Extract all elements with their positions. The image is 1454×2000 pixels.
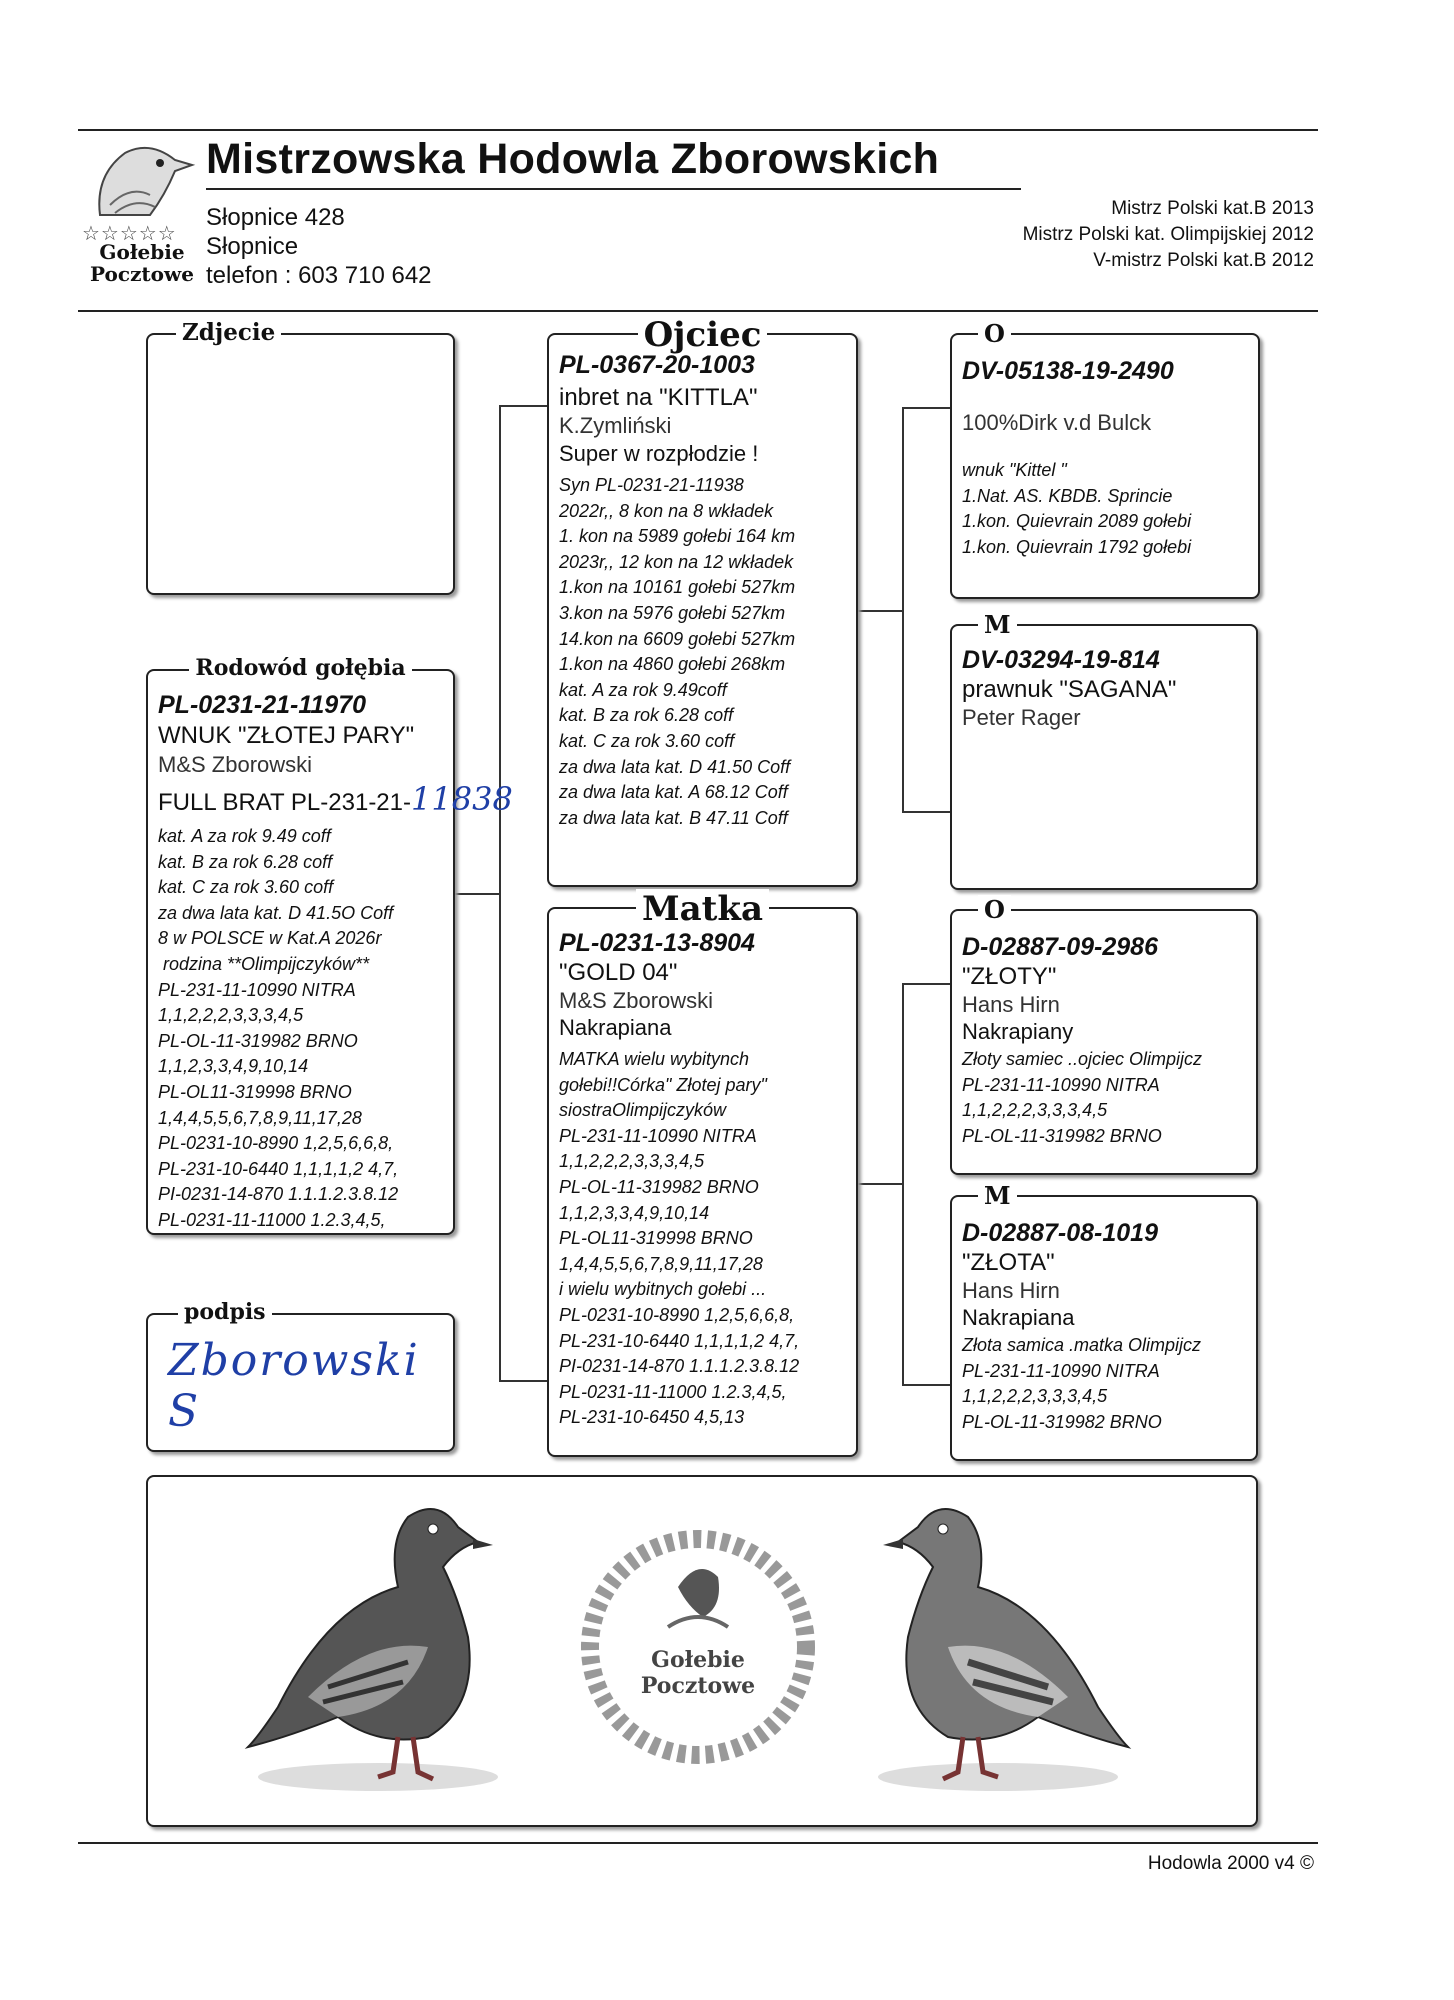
note-line: 8 w POLSCE w Kat.A 2026r (158, 928, 382, 949)
signature-box (146, 1299, 455, 1452)
logo-text-line1: Gołebie (99, 240, 185, 264)
note-line: PL-231-11-10990 NITRA (962, 1360, 1160, 1381)
emblem-text-line1: Gołebie (651, 1647, 745, 1673)
photo-box (146, 319, 455, 595)
note-line: Złoty samiec ..ojciec Olimpijcz (962, 1049, 1203, 1069)
connector-mother-out (854, 1183, 904, 1185)
grandmother-maternal-box (950, 1181, 1258, 1461)
note-line: 3.kon na 5976 gołebi 527km (559, 602, 786, 623)
mm-name: "ZŁOTA" (962, 1249, 1055, 1276)
note-line: PL-OL-11-319982 BRNO (962, 1411, 1162, 1432)
connector-to-father (499, 405, 547, 407)
grandfather-paternal-title: O (978, 319, 1258, 348)
mf-name: "ZŁOTY" (962, 963, 1057, 990)
note-line: 1.kon. Quievrain 1792 gołebi (962, 536, 1192, 557)
note-line: 1.kon na 4860 gołebi 268km (559, 654, 786, 675)
note-line: PL-0231-10-8990 1,2,5,6,6,8, (559, 1304, 795, 1325)
note-line: 1,4,4,5,5,6,7,8,9,11,17,28 (559, 1253, 763, 1274)
photo-box-title: Zdjecie (176, 319, 453, 346)
note-line: wnuk "Kittel " (962, 460, 1067, 480)
mm-breeder: Hans Hirn (962, 1278, 1060, 1303)
fm-breeder: Peter Rager (962, 705, 1081, 730)
mf-notes (962, 1047, 1250, 1149)
note-line: i wielu wybitnych gołebi ... (559, 1279, 767, 1300)
note-line: MATKA wielu wybitynch (559, 1049, 750, 1069)
note-line: PL-OL-11-319982 BRNO (962, 1125, 1162, 1146)
connector-mother-vertical (902, 983, 904, 1386)
father-name: inbret na "KITTLA" (559, 384, 758, 411)
note-line: Syn PL-0231-21-11938 (559, 475, 744, 495)
note-line: PL-231-11-10990 NITRA (158, 979, 356, 1000)
pigeon-full-brat (158, 780, 513, 818)
note-line: 1. kon na 5989 gołebi 164 km (559, 526, 796, 547)
note-line: kat. C za rok 3.60 coff (559, 730, 735, 751)
note-line: PL-OL11-319998 BRNO (559, 1228, 753, 1249)
note-line: PL-231-11-10990 NITRA (559, 1125, 757, 1146)
father-box (547, 315, 858, 887)
note-line: 1,1,2,2,2,3,3,3,4,5 (158, 1005, 304, 1026)
note-line: siostraOlimpijczyków (559, 1100, 727, 1121)
note-line: gołebi!!Córka" Złotej pary" (559, 1074, 767, 1095)
note-line: PL-0231-11-11000 1.2.3,4,5, (559, 1381, 787, 1402)
grandfather-maternal-title: O (978, 895, 1256, 924)
pigeon-head-icon (80, 135, 200, 225)
note-line: PL-231-10-6440 1,1,1,1,2 4,7, (559, 1330, 800, 1351)
note-line: za dwa lata kat. A 68.12 Coff (559, 782, 788, 803)
father-box-title: Ojciec (549, 315, 856, 355)
pigeon-right-icon (848, 1487, 1148, 1807)
footer-text: Hodowla 2000 v4 © (1147, 1853, 1314, 1874)
phone-number: telefon : 603 710 642 (206, 262, 432, 289)
pigeon-notes (158, 824, 447, 1234)
note-line: kat. A za rok 9.49 coff (158, 826, 331, 846)
note-line: kat. B za rok 6.28 coff (158, 851, 333, 872)
note-line: PL-OL11-319998 BRNO (158, 1081, 352, 1102)
mm-color: Nakrapiana (962, 1305, 1075, 1330)
full-brat-text: FULL BRAT PL-231-21- (158, 789, 411, 816)
connector-father-vertical (902, 407, 904, 813)
note-line: PL-231-10-6440 1,1,1,1,2 4,7, (158, 1158, 399, 1179)
connector-to-mother (499, 1380, 547, 1382)
grandmother-paternal-box (950, 610, 1258, 890)
note-line: za dwa lata kat. D 41.5O Coff (158, 902, 394, 923)
grandmother-maternal-title: M (978, 1181, 1256, 1210)
note-line: rodzina **Olimpijczyków** (158, 953, 370, 974)
address-line2: Słopnice (206, 233, 299, 260)
note-line: 2022r,, 8 kon na 8 wkładek (559, 500, 774, 521)
note-line: 1.kon. Quievrain 2089 gołebi (962, 511, 1192, 532)
grandmother-paternal-title: M (978, 610, 1256, 639)
note-line: PL-231-10-6450 4,5,13 (559, 1407, 745, 1428)
ff-name: 100%Dirk v.d Bulck (962, 410, 1152, 435)
logo-text-line2: Pocztowe (90, 262, 194, 286)
full-brat-handwritten: 11838 (411, 780, 513, 818)
father-remark: Super w rozpłodzie ! (559, 441, 759, 466)
top-rule (78, 129, 1318, 131)
awards-list (1023, 196, 1314, 274)
connector-mf (902, 983, 950, 985)
note-line: PL-OL-11-319982 BRNO (158, 1030, 358, 1051)
note-line: kat. C za rok 3.60 coff (158, 877, 334, 898)
grandfather-paternal-box (950, 319, 1260, 599)
note-line: PL-0231-11-11000 1.2.3,4,5, (158, 1209, 386, 1230)
pigeon-name: WNUK "ZŁOTEJ PARY" (158, 722, 415, 749)
mm-notes (962, 1333, 1250, 1435)
grandfather-maternal-box (950, 895, 1258, 1175)
address-line1: Słopnice 428 (206, 204, 345, 231)
mother-box-title: Matka (549, 889, 856, 929)
father-ring: PL-0367-20-1003 (559, 351, 755, 379)
note-line: PI-0231-14-870 1.1.1.2.3.8.12 (158, 1184, 399, 1205)
note-line: kat. B za rok 6.28 coff (559, 705, 734, 726)
connector-ff (902, 407, 950, 409)
mm-ring: D-02887-08-1019 (962, 1219, 1158, 1247)
mother-breeder: M&S Zborowski (559, 988, 714, 1013)
ff-notes (962, 458, 1252, 560)
note-line: 1,1,2,3,3,4,9,10,14 (158, 1056, 309, 1077)
note-line: za dwa lata kat. D 41.50 Coff (559, 756, 791, 777)
note-line: 14.kon na 6609 gołebi 527km (559, 628, 796, 649)
mf-ring: D-02887-09-2986 (962, 933, 1158, 961)
note-line: 1,1,2,2,2,3,3,3,4,5 (962, 1386, 1108, 1407)
mother-ring: PL-0231-13-8904 (559, 929, 755, 957)
note-line: PL-OL-11-319982 BRNO (559, 1176, 759, 1197)
note-line: Złota samica .matka Olimpijcz (962, 1335, 1202, 1355)
note-line: 2023r,, 12 kon na 12 wkładek (559, 551, 794, 572)
pigeon-box (146, 655, 513, 1235)
connector-to-pigeon (453, 893, 501, 895)
mother-notes (559, 1047, 850, 1431)
note-line: 1.kon na 10161 gołebi 527km (559, 577, 796, 598)
note-line: PI-0231-14-870 1.1.1.2.3.8.12 (559, 1356, 800, 1377)
note-line: kat. A za rok 9.49coff (559, 679, 727, 700)
note-line: 1,4,4,5,5,6,7,8,9,11,17,28 (158, 1107, 362, 1128)
pigeon-box-title: Rodowód gołębia (148, 655, 453, 681)
connector-fm (902, 811, 950, 813)
signature-box-title: podpis (178, 1299, 453, 1325)
emblem-text-line2: Pocztowe (640, 1673, 756, 1699)
note-line: 1.Nat. AS. KBDB. Sprincie (962, 485, 1173, 506)
title-underline (206, 188, 1021, 190)
note-line: PL-231-11-10990 NITRA (962, 1074, 1160, 1095)
pigeon-breeder: M&S Zborowski (158, 752, 313, 777)
award-item: Mistrz Polski kat. Olimpijskiej 2012 (1022, 224, 1314, 245)
father-breeder: K.Zymliński (559, 413, 672, 438)
note-line: 1,1,2,2,2,3,3,3,4,5 (559, 1151, 705, 1172)
fm-ring: DV-03294-19-814 (962, 646, 1160, 674)
note-line: za dwa lata kat. B 47.11 Coff (559, 807, 788, 828)
mother-box (547, 889, 858, 1457)
pigeon-left-icon (228, 1487, 528, 1807)
note-line: 1,1,2,3,3,4,9,10,14 (559, 1202, 710, 1223)
pigeon-ring: PL-0231-21-11970 (158, 691, 367, 719)
mother-color: Nakrapiana (559, 1015, 672, 1040)
header-bottom-rule (78, 310, 1318, 312)
award-item: Mistrz Polski kat.B 2013 (1111, 198, 1314, 219)
note-line: 1,1,2,2,2,3,3,3,4,5 (962, 1100, 1108, 1121)
handwritten-signature: Zborowski S (168, 1335, 420, 1437)
footer-rule (78, 1842, 1318, 1844)
mother-name: "GOLD 04" (559, 959, 678, 986)
mf-color: Nakrapiany (962, 1019, 1074, 1044)
stars-row: ☆☆☆☆☆ (82, 223, 177, 245)
page-title: Mistrzowska Hodowla Zborowskich (206, 135, 940, 183)
connector-mm (902, 1384, 950, 1386)
mf-breeder: Hans Hirn (962, 992, 1060, 1017)
connector-father-out (854, 610, 904, 612)
note-line: PL-0231-10-8990 1,2,5,6,6,8, (158, 1133, 394, 1154)
award-item: V-mistrz Polski kat.B 2012 (1093, 250, 1314, 271)
fm-name: prawnuk "SAGANA" (962, 676, 1177, 703)
ff-ring: DV-05138-19-2490 (962, 357, 1174, 385)
father-notes (559, 473, 850, 831)
banner-box (146, 1475, 1258, 1827)
